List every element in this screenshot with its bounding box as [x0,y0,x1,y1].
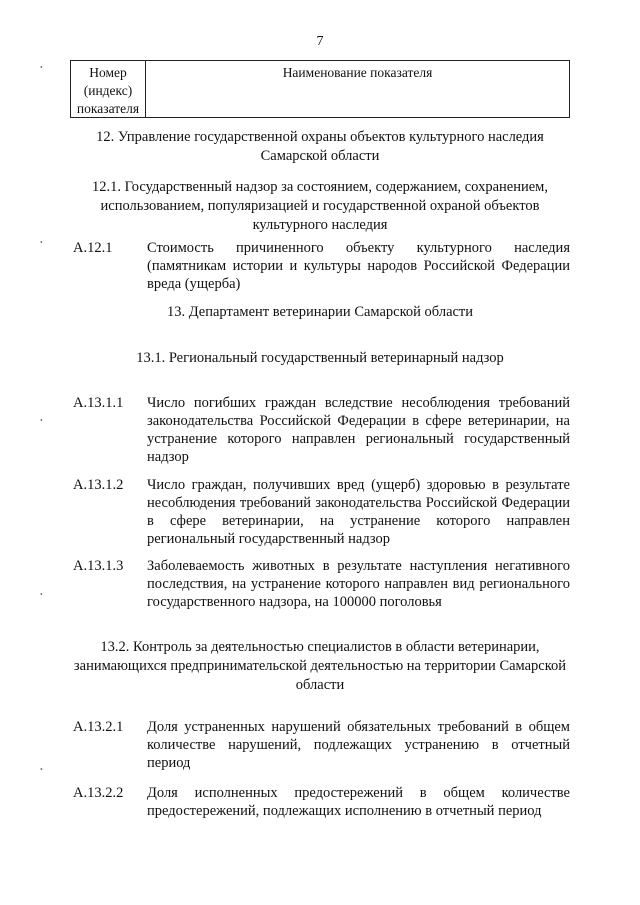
column-header-number: Номер (индекс) показателя [71,61,146,117]
indicator-row [73,394,570,466]
scan-mark: • [40,590,43,599]
scan-mark: • [40,63,43,72]
indicator-text: Число граждан, получивших вред (ущерб) здоровью в результате несоблюдения требований законодательства Российской Федерации в сфере ветеринарии, на устранение которого направлен региональный государственный надзор [147,477,570,547]
indicator-text: Заболеваемость животных в результате наступления негативного последствия, на устранение которого направлен вид регионального государственного надзора, на 100000 поголовья [147,558,570,610]
indicator-row [73,784,570,820]
indicator-code: А.13.2.2 [73,785,124,801]
indicator-code: А.13.1.1 [73,395,124,411]
indicator-row [73,557,570,611]
indicator-code: А.13.2.1 [73,719,124,735]
subsection-heading-13-1: 13.1. Региональный государственный ветеринарный надзор [136,350,504,366]
section-heading-12: 12. Управление государственной охраны объектов культурного наследия Самарской области [96,129,544,164]
indicator-text: Доля устраненных нарушений обязательных требований в общем количестве нарушений, подлежащих устранению в отчетный период [147,719,570,771]
indicator-row [73,476,570,548]
indicator-text: Стоимость причиненного объекту культурного наследия (памятникам истории и культуры народов Российской Федерации вреда (ущерба) [147,240,570,292]
page-number: 7 [316,34,324,49]
indicator-code: А.12.1 [73,240,113,256]
indicator-code: А.13.1.3 [73,558,124,574]
scan-mark: • [40,765,43,774]
scan-mark: • [40,416,43,425]
section-heading-13: 13. Департамент ветеринарии Самарской области [166,304,474,320]
subsection-heading-12-1: 12.1. Государственный надзор за состоянием, содержанием, сохранением, использованием, популяризацией и государственной охраной объектов культурного наследия [92,179,548,233]
indicator-row [73,239,570,293]
scan-mark: • [40,238,43,247]
table-header [70,60,570,118]
column-header-name: Наименование показателя [282,65,433,80]
indicator-text: Доля исполненных предостережений в общем количестве предостережений, подлежащих исполнению в отчетный период [147,785,570,819]
indicator-row [73,718,570,772]
indicator-code: А.13.1.2 [73,477,124,493]
indicator-text: Число погибших граждан вследствие несоблюдения требований законодательства Российской Федерации в сфере ветеринарии, на устранение которого направлен региональный государственный надзор [147,395,570,465]
subsection-heading-13-2: 13.2. Контроль за деятельностью специалистов в области ветеринарии, занимающихся предпринимательской деятельностью на территории Самарской области [73,639,567,693]
